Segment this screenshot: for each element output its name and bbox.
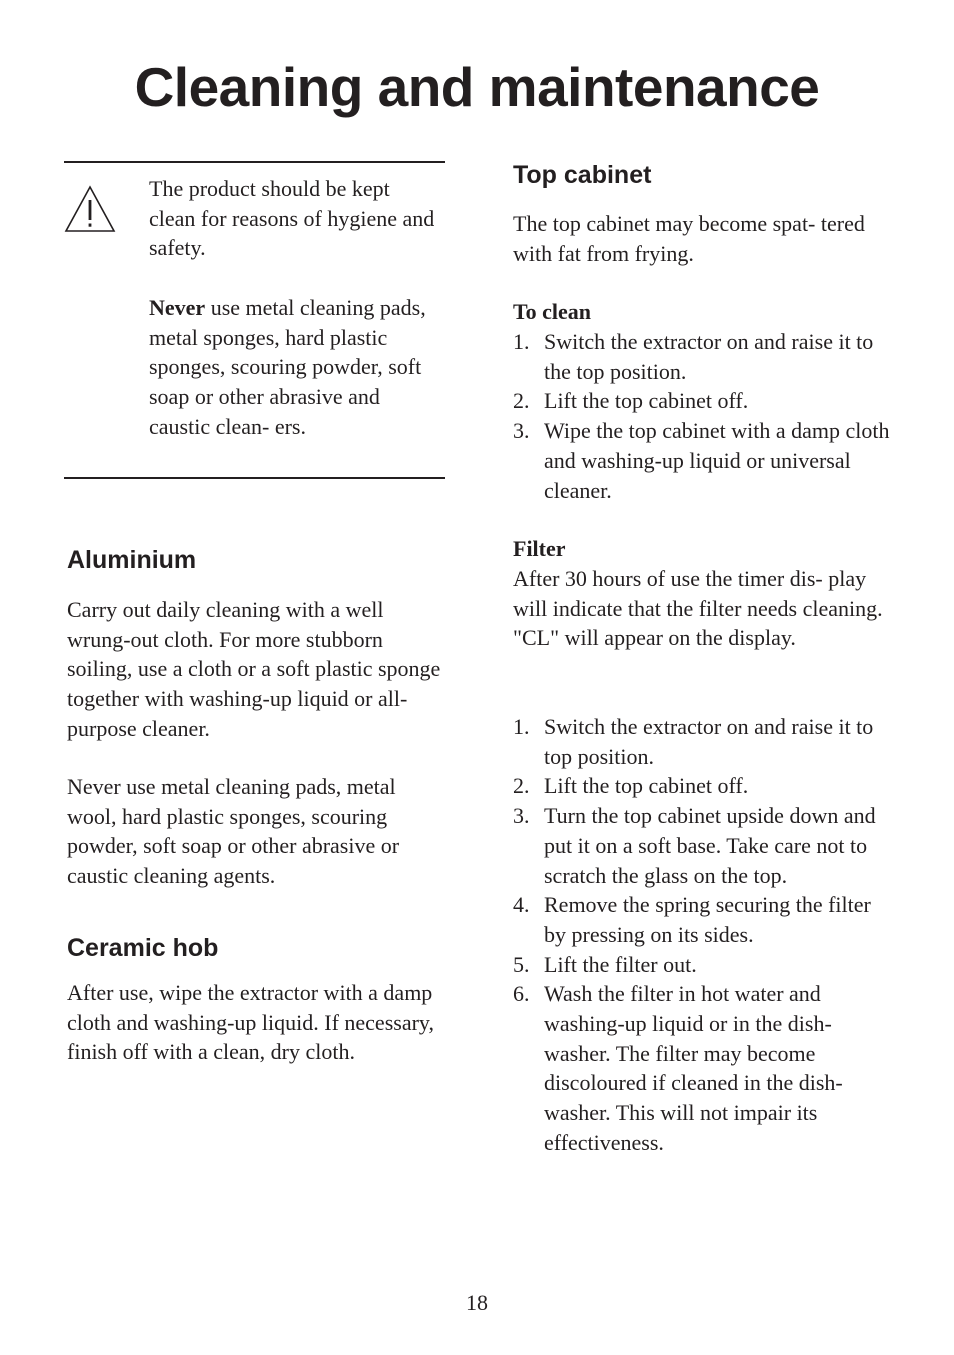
warning-box bbox=[64, 161, 445, 479]
list-item bbox=[513, 950, 898, 980]
to-clean-steps bbox=[513, 327, 893, 505]
step-number: 2. bbox=[513, 388, 530, 414]
warning-hygiene-text: The product should be kept clean for reasons of hygiene and safety. bbox=[149, 176, 435, 261]
ceramic-hob-paragraph: After use, wipe the extractor with a damp cloth and washing-up liquid. If necessary, finish off with a clean, dry cloth. bbox=[67, 980, 434, 1065]
step-text: Turn the top cabinet upside down and put it on a soft base. Take care not to scratch the glass on the top. bbox=[544, 803, 876, 888]
aluminium-paragraph-1: Carry out daily cleaning with a well wrung-out cloth. For more stubborn soiling, use a cloth or a soft plastic sponge together with washing-up liquid or all-purpose cleaner. bbox=[67, 597, 441, 741]
list-item bbox=[513, 327, 893, 386]
list-item bbox=[513, 801, 898, 890]
aluminium-paragraph-2: Never use metal cleaning pads, metal wool, hard plastic sponges, scouring powder, soft soap or other abrasive or caustic cleaning agents. bbox=[67, 774, 400, 889]
warning-never-label: Never bbox=[149, 294, 206, 320]
step-number: 6. bbox=[513, 981, 530, 1007]
list-item bbox=[513, 979, 898, 1157]
step-number: 3. bbox=[513, 803, 530, 829]
step-text: Lift the top cabinet off. bbox=[544, 773, 749, 799]
aluminium-heading: Aluminium bbox=[67, 546, 197, 574]
step-text: Lift the filter out. bbox=[544, 951, 697, 977]
page-number: 18 bbox=[466, 1290, 488, 1315]
step-number: 4. bbox=[513, 892, 530, 918]
step-text: Switch the extractor on and raise it to the top position. bbox=[544, 329, 874, 384]
step-text: Wash the filter in hot water and washing-up liquid or in the dish- washer. The filter may become discoloured if cleaned in the dish- washer. This will not impair its effectiveness. bbox=[544, 981, 843, 1155]
list-item bbox=[513, 771, 898, 801]
step-number: 3. bbox=[513, 418, 530, 444]
list-item bbox=[513, 890, 898, 949]
top-cabinet-heading: Top cabinet bbox=[513, 161, 652, 189]
warning-never-text bbox=[149, 293, 441, 442]
warning-never-rest: use metal cleaning pads, metal sponges, hard plastic sponges, scouring powder, soft soap or other abrasive and caustic clean- ers. bbox=[149, 294, 426, 439]
step-text: Wipe the top cabinet with a damp cloth and washing-up liquid or universal cleaner. bbox=[544, 418, 890, 503]
filter-label: Filter bbox=[513, 536, 566, 561]
step-number: 5. bbox=[513, 951, 530, 977]
ceramic-hob-heading: Ceramic hob bbox=[67, 934, 219, 962]
step-number: 2. bbox=[513, 773, 530, 799]
step-text: Remove the spring securing the filter by pressing on its sides. bbox=[544, 892, 871, 947]
warning-text bbox=[149, 174, 441, 441]
list-item bbox=[513, 712, 898, 771]
filter-intro: After 30 hours of use the timer dis- play will indicate that the filter needs cleaning. "CL" will appear on the display. bbox=[513, 566, 883, 651]
list-item bbox=[513, 386, 893, 416]
top-cabinet-intro: The top cabinet may become spat- tered with fat from frying. bbox=[513, 211, 865, 266]
to-clean-label: To clean bbox=[513, 299, 592, 324]
step-number: 1. bbox=[513, 329, 530, 354]
page-title: Cleaning and maintenance bbox=[134, 56, 820, 118]
step-number: 1. bbox=[513, 714, 530, 739]
step-text: Switch the extractor on and raise it to top position. bbox=[544, 714, 874, 769]
warning-triangle-icon bbox=[64, 185, 116, 233]
list-item bbox=[513, 416, 893, 505]
step-text: Lift the top cabinet off. bbox=[544, 388, 749, 414]
filter-steps bbox=[513, 712, 898, 1158]
